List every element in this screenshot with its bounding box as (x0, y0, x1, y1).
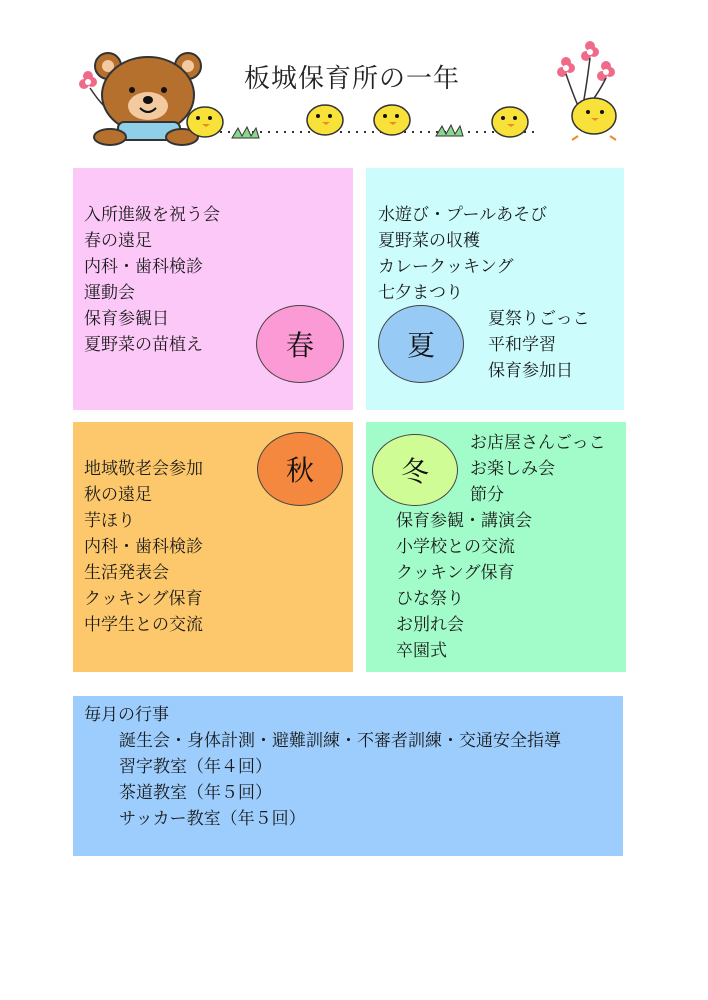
list-item: サッカー教室（年５回） (119, 809, 306, 829)
list-item: 平和学習 (488, 335, 556, 355)
list-item: 夏野菜の収穫 (378, 231, 480, 251)
list-item: 地域敬老会参加 (84, 459, 203, 479)
list-item: クッキング保育 (84, 589, 203, 609)
header-decoration (70, 40, 630, 150)
monthly-event-list (119, 728, 561, 832)
list-item: 夏祭りごっこ (488, 309, 590, 329)
list-item: 春の遠足 (84, 231, 152, 251)
list-item: 保育参加日 (488, 361, 573, 381)
list-item: 入所進級を祝う会 (84, 205, 220, 225)
list-item: 中学生との交流 (84, 615, 203, 635)
autumn-event-list (84, 456, 203, 638)
list-item: 生活発表会 (84, 563, 169, 583)
list-item: 水遊び・プールあそび (378, 205, 548, 225)
list-item: 習字教室（年４回） (119, 757, 272, 777)
list-item: クッキング保育 (396, 563, 515, 583)
winter-badge: 冬 (372, 434, 458, 506)
list-item: 節分 (470, 485, 504, 505)
list-item: 内科・歯科検診 (84, 537, 203, 557)
list-item: カレークッキング (378, 257, 514, 277)
list-item: 芋ほり (84, 511, 135, 531)
list-item: お店屋さんごっこ (470, 433, 606, 453)
summer-event-list (378, 202, 547, 306)
list-item: 小学校との交流 (396, 537, 515, 557)
list-item: 七夕まつり (378, 283, 463, 303)
list-item: 内科・歯科検診 (84, 257, 203, 277)
summer-badge: 夏 (378, 305, 464, 383)
spring-event-list (84, 202, 220, 358)
autumn-badge: 秋 (257, 432, 343, 506)
header-illustration (70, 40, 630, 150)
chick-icon (374, 105, 410, 135)
bear-icon (94, 53, 201, 145)
list-item: 茶道教室（年５回） (119, 783, 272, 803)
list-item: お別れ会 (396, 615, 464, 635)
list-item: 卒園式 (396, 641, 447, 661)
winter-event-list (396, 508, 532, 664)
list-item: 運動会 (84, 283, 135, 303)
spring-badge: 春 (256, 305, 344, 383)
winter-top-list (470, 430, 606, 508)
chick-icon (572, 98, 616, 140)
list-item: 夏野菜の苗植え (84, 335, 203, 355)
chick-icon (492, 107, 528, 137)
list-item: 秋の遠足 (84, 485, 152, 505)
list-item: 保育参観・講演会 (396, 511, 532, 531)
list-item: 保育参観日 (84, 309, 169, 329)
chick-icon (187, 107, 223, 137)
monthly-title: 毎月の行事 (84, 705, 169, 725)
list-item: 誕生会・身体計測・避難訓練・不審者訓練・交通安全指導 (119, 731, 561, 751)
list-item: ひな祭り (396, 589, 464, 609)
page-title: 板城保育所の一年 (244, 64, 461, 94)
summer-extra-list (488, 306, 590, 384)
list-item: お楽しみ会 (470, 459, 555, 479)
chick-icon (307, 105, 343, 135)
